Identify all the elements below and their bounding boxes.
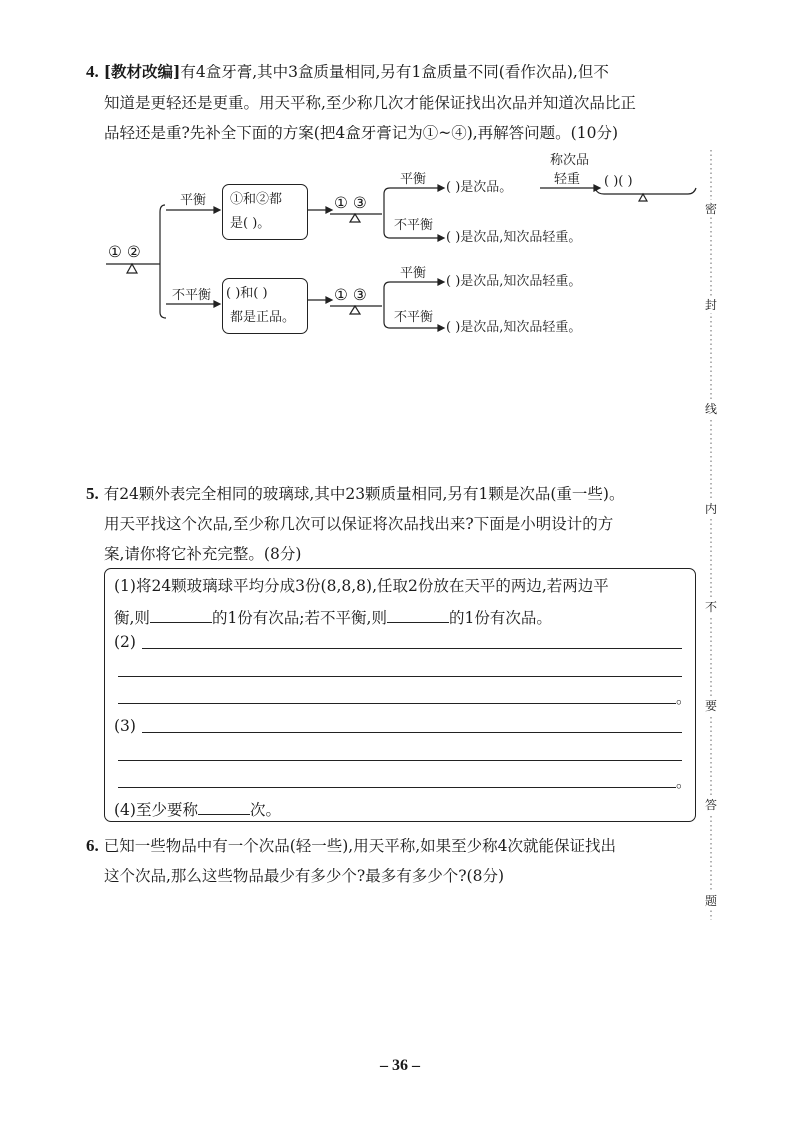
box2-line2: 都是正品。: [230, 310, 296, 325]
q5-step3-rule-1[interactable]: [142, 732, 682, 733]
q5-step1-b: 的1份有次品;若不平衡,则: [211, 609, 387, 627]
q5-step3-label: (3): [114, 717, 136, 735]
q5-step2-rule-3[interactable]: [118, 703, 676, 704]
q5-step4-a: (4)至少要称: [114, 801, 198, 819]
label-balance-2: 平衡: [400, 172, 427, 187]
q5-step3-period: 。: [676, 773, 692, 791]
q6-number: 6.: [86, 836, 99, 855]
defect-blanks: ( )( ): [604, 174, 633, 189]
q5-step2-rule-2[interactable]: [118, 676, 682, 677]
q5-line2: 用天平找这个次品,至少称几次可以保证将次品找出来?下面是小明设计的方: [104, 515, 614, 533]
outcome-4: ( )是次品,知次品轻重。: [446, 320, 582, 335]
q5-line1: [86, 484, 624, 504]
q5-blank-1[interactable]: [150, 606, 212, 623]
start-pair: ① ②: [108, 243, 141, 261]
q5-step1-line1: (1)将24颗玻璃球平均分成3份(8,8,8),任取2份放在天平的两边,若两边平: [114, 577, 609, 595]
q5-step1-line2: [114, 606, 552, 628]
q5-step2-period: 。: [676, 689, 692, 707]
q4-line2: 知道是更轻还是更重。用天平称,至少称几次才能保证找出次品并知道次品比正: [104, 94, 636, 112]
box2-line1: ( )和( ): [226, 286, 268, 301]
outcome-2: ( )是次品,知次品轻重。: [446, 230, 582, 245]
q5-blank-2[interactable]: [387, 606, 449, 623]
weigh-defect-label: 称次品: [550, 153, 590, 168]
q6-text1: 已知一些物品中有一个次品(轻一些),用天平称,如果至少称4次就能保证找出: [103, 837, 616, 855]
margin-char-7: 封: [704, 298, 717, 312]
margin-char-8: 密: [704, 202, 717, 216]
q4-line3: 品轻还是重?先补全下面的方案(把4盒牙膏记为①~④),再解答问题。(10分): [104, 124, 618, 142]
q5-step4-b: 次。: [249, 801, 281, 819]
outcome-3: ( )是次品,知次品轻重。: [446, 274, 582, 289]
q5-blank-3[interactable]: [198, 798, 250, 815]
q5-step4: [114, 798, 281, 820]
q4-number: 4.: [86, 62, 99, 81]
margin-char-5: 内: [704, 502, 717, 516]
label-unbalance-1: 不平衡: [172, 288, 212, 303]
label-unbalance-3: 不平衡: [394, 310, 434, 325]
q5-step3-rule-2[interactable]: [118, 760, 682, 761]
label-unbalance-2: 不平衡: [394, 218, 434, 233]
q5-step1-c: 的1份有次品。: [448, 609, 552, 627]
margin-char-2: 答: [704, 798, 717, 812]
margin-char-4: 不: [704, 600, 717, 614]
weigh-pair-lower: ① ③: [334, 286, 367, 304]
q5-step2-rule-1[interactable]: [142, 648, 682, 649]
q5-line3: 案,请你将它补充完整。(8分): [104, 545, 302, 563]
box1-line2: 是( )。: [230, 216, 271, 231]
label-balance-1: 平衡: [180, 193, 207, 208]
margin-char-6: 线: [704, 402, 717, 416]
q6-line2: 这个次品,那么这些物品最少有多少个?最多有多少个?(8分): [104, 867, 505, 885]
margin-char-1: 题: [704, 894, 717, 908]
q4-text1: 有4盒牙膏,其中3盒质量相同,另有1盒质量不同(看作次品),但不: [180, 63, 609, 81]
q5-step2-label: (2): [114, 633, 136, 651]
box1-line1: ①和②都: [230, 192, 283, 207]
q4-tag: [教材改编]: [103, 62, 181, 81]
weigh-pair-upper: ① ③: [334, 194, 367, 212]
q5-step3-rule-3[interactable]: [118, 787, 676, 788]
q6-line1: [86, 836, 616, 856]
page-number: – 36 –: [380, 1057, 420, 1074]
q5-text1: 有24颗外表完全相同的玻璃球,其中23颗质量相同,另有1颗是次品(重一些)。: [103, 485, 625, 503]
q5-number: 5.: [86, 484, 99, 503]
q5-step1-a: 衡,则: [114, 609, 150, 627]
label-balance-3: 平衡: [400, 266, 427, 281]
light-heavy-label: 轻重: [554, 172, 581, 187]
margin-char-3: 要: [704, 699, 717, 713]
outcome-1: ( )是次品。: [446, 180, 513, 195]
